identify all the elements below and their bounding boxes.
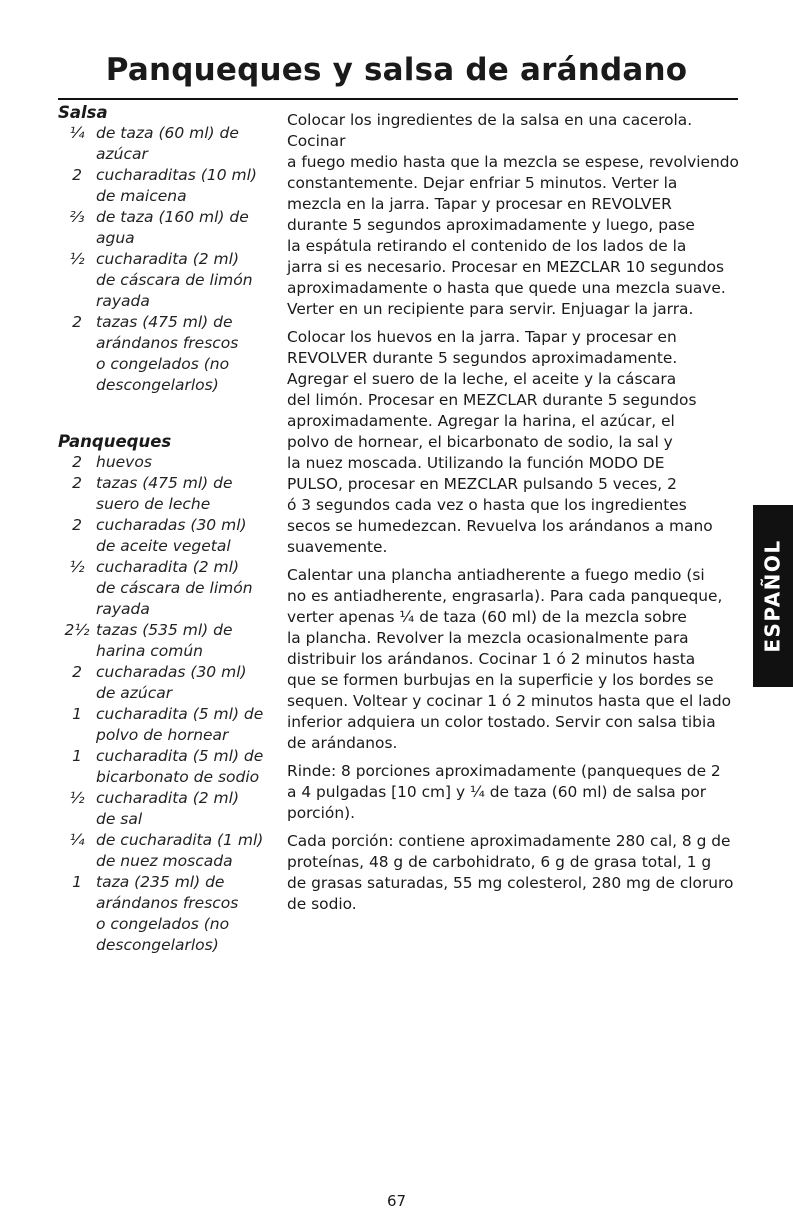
ingredient-description: cucharadas (30 ml) de aceite vegetal	[96, 516, 247, 555]
ingredient-item	[58, 452, 283, 473]
ingredient-quantity: ½	[69, 789, 85, 807]
salsa-heading: Salsa	[58, 103, 108, 122]
instruction-paragraph: Rinde: 8 porciones aproximadamente (panqueques de 2 a 4 pulgadas [10 cm] y ¼ de taza (60 ml) de salsa por porción).	[287, 762, 721, 822]
instruction-paragraph: Calentar una plancha antiadherente a fuego medio (si no es antiadherente, engrasarla). Para cada panqueque, verter apenas ¼ de taza (60 ml) de la mezcla sobre la plancha. Revolver la mezcla ocasionalmente para distribuir los arándanos. Cocinar 1 ó 2 minutos hasta que se formen burbujas en la superficie y los bordes se sequen. Voltear y cocinar 1 ó 2 minutos hasta que el lado inferior adquiera un color tostado. Servir con salsa tibia de arándanos.	[287, 566, 732, 752]
ingredients-column	[58, 102, 283, 956]
ingredient-quantity: 1	[72, 705, 82, 723]
ingredient-description: cucharaditas (10 ml) de maicena	[96, 166, 257, 205]
ingredient-description: cucharadas (30 ml) de azúcar	[96, 663, 247, 702]
ingredient-description: cucharadita (2 ml) de cáscara de limón rayada	[96, 250, 253, 310]
ingredient-item	[58, 746, 283, 788]
ingredient-quantity: ⅔	[69, 208, 85, 226]
instructions-column	[287, 110, 739, 922]
ingredient-item	[58, 473, 283, 515]
language-tab	[753, 505, 793, 687]
page-number: 67	[386, 1192, 407, 1210]
ingredient-item	[58, 123, 283, 165]
ingredient-quantity: ½	[69, 250, 85, 268]
ingredient-quantity: 2	[72, 663, 82, 681]
panqueques-heading: Panqueques	[58, 432, 172, 451]
ingredient-item	[58, 704, 283, 746]
ingredient-description: de taza (60 ml) de azúcar	[96, 124, 239, 163]
ingredient-quantity: ¼	[69, 831, 85, 849]
ingredient-description: cucharadita (2 ml) de cáscara de limón rayada	[96, 558, 253, 618]
ingredient-description: tazas (535 ml) de harina común	[96, 621, 233, 660]
ingredient-item	[58, 207, 283, 249]
ingredient-description: cucharadita (5 ml) de polvo de hornear	[96, 705, 264, 744]
ingredient-description: de taza (160 ml) de agua	[96, 208, 249, 247]
ingredient-quantity: 2	[72, 313, 82, 331]
instruction-paragraph: Colocar los ingredientes de la salsa en una cacerola. Cocinar a fuego medio hasta que la mezcla se espese, revolviendo constantemente. Dejar enfriar 5 minutos. Verter la mezcla en la jarra. Tapar y procesar en REVOLVER durante 5 segundos aproximadamente y luego, pase la espátula retirando el contenido de los lados de la jarra si es necesario. Procesar en MEZCLAR 10 segundos aproximadamente o hasta que quede una mezcla suave. Verter en un recipiente para servir. Enjuagar la jarra.	[287, 111, 739, 318]
ingredient-description: taza (235 ml) de arándanos frescos o congelados (no descongelarlos)	[96, 873, 239, 954]
ingredient-description: de cucharadita (1 ml) de nuez moscada	[96, 831, 264, 870]
instruction-paragraph: Cada porción: contiene aproximadamente 280 cal, 8 g de proteínas, 48 g de carbohidrato, 6 g de grasa total, 1 g de grasas saturadas, 55 mg colesterol, 280 mg de cloruro de sodio.	[287, 832, 734, 913]
ingredient-quantity: ½	[69, 558, 85, 576]
ingredient-item	[58, 165, 283, 207]
instruction-paragraph: Colocar los huevos en la jarra. Tapar y procesar en REVOLVER durante 5 segundos aproximadamente. Agregar el suero de la leche, el aceite y la cáscara del limón. Procesar en MEZCLAR durante 5 segundos aproximadamente. Agregar la harina, el azúcar, el polvo de hornear, el bicarbonato de sodio, la sal y la nuez moscada. Utilizando la función MODO DE PULSO, procesar en MEZCLAR pulsando 5 veces, 2 ó 3 segundos cada vez o hasta que los ingredientes secos se humedezcan. Revuelva los arándanos a mano suavemente.	[287, 328, 713, 556]
salsa-ingredient-list	[58, 123, 283, 396]
language-tab-label: ESPAÑOL	[761, 539, 786, 653]
ingredient-item	[58, 515, 283, 557]
ingredient-description: cucharadita (5 ml) de bicarbonato de sodio	[96, 747, 264, 786]
ingredient-description: huevos	[96, 453, 152, 471]
ingredient-quantity: 1	[72, 873, 82, 891]
ingredient-item	[58, 830, 283, 872]
panqueques-ingredient-list	[58, 452, 283, 956]
ingredient-item	[58, 312, 283, 396]
title-rule	[58, 98, 738, 100]
ingredient-quantity: 1	[72, 747, 82, 765]
ingredient-item	[58, 620, 283, 662]
ingredient-item	[58, 872, 283, 956]
ingredient-quantity: ¼	[69, 124, 85, 142]
ingredient-item	[58, 662, 283, 704]
ingredient-quantity: 2	[72, 166, 82, 184]
ingredient-item	[58, 249, 283, 312]
ingredient-description: cucharadita (2 ml) de sal	[96, 789, 239, 828]
ingredient-description: tazas (475 ml) de arándanos frescos o congelados (no descongelarlos)	[96, 313, 239, 394]
ingredient-item	[58, 788, 283, 830]
ingredient-item	[58, 557, 283, 620]
ingredient-quantity: 2	[72, 453, 82, 471]
page-title: Panqueques y salsa de arándano	[105, 52, 688, 88]
ingredient-quantity: 2½	[64, 621, 90, 639]
ingredient-description: tazas (475 ml) de suero de leche	[96, 474, 233, 513]
ingredient-quantity: 2	[72, 516, 82, 534]
ingredient-quantity: 2	[72, 474, 82, 492]
